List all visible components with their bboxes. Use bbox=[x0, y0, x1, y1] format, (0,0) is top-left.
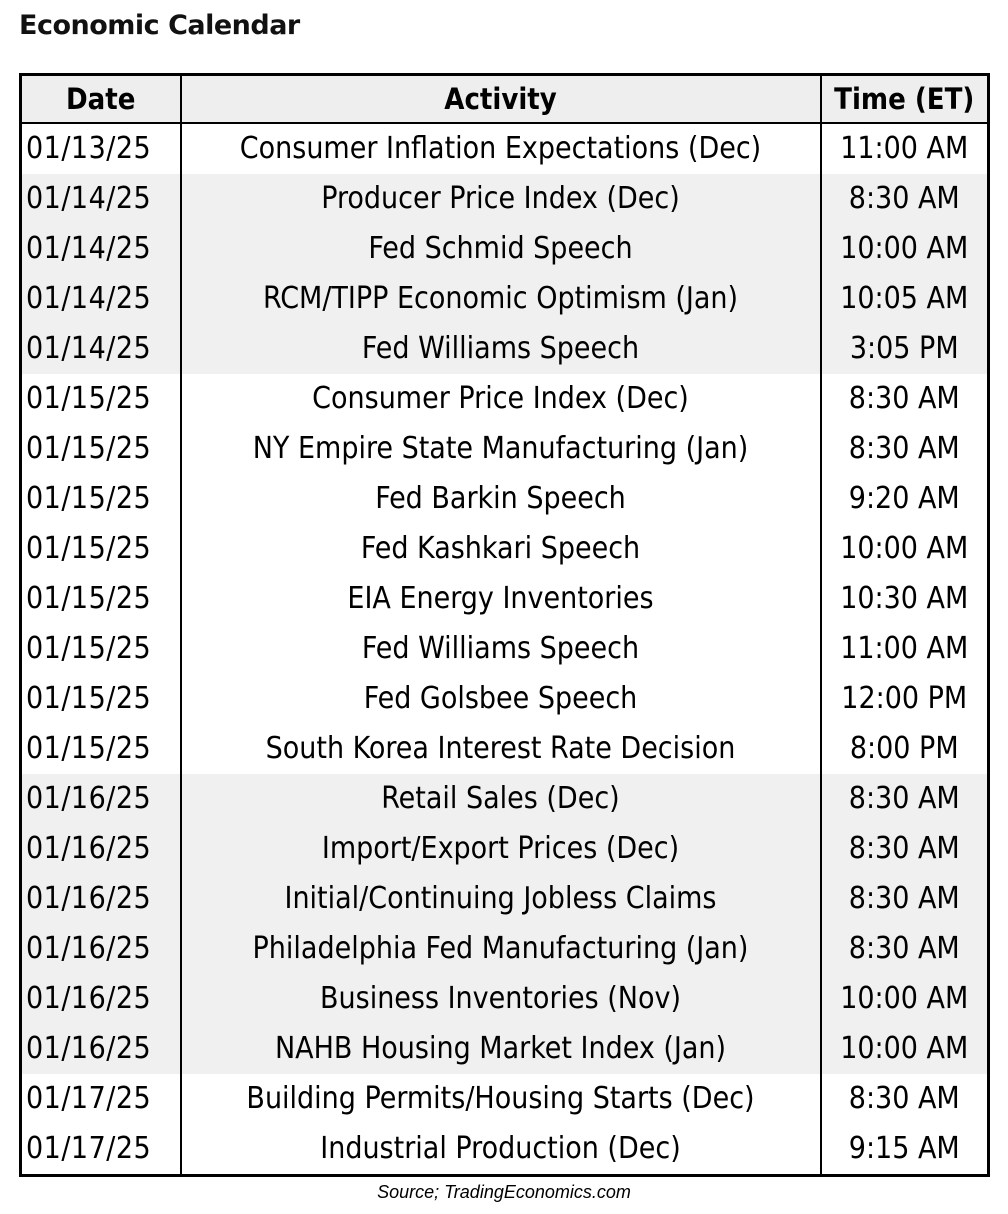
row-time: 8:30 AM bbox=[821, 874, 989, 924]
row-activity: RCM/TIPP Economic Optimism (Jan) bbox=[181, 274, 821, 324]
row-activity: South Korea Interest Rate Decision bbox=[181, 724, 821, 774]
row-activity: Consumer Price Index (Dec) bbox=[181, 374, 821, 424]
row-activity: NY Empire State Manufacturing (Jan) bbox=[181, 424, 821, 474]
table-row bbox=[21, 324, 989, 374]
row-activity: EIA Energy Inventories bbox=[181, 574, 821, 624]
table-row bbox=[21, 274, 989, 324]
table-row bbox=[21, 624, 989, 674]
row-time: 8:30 AM bbox=[821, 1074, 989, 1124]
row-date: 01/17/25 bbox=[21, 1074, 181, 1124]
row-date: 01/14/25 bbox=[21, 174, 181, 224]
row-date: 01/15/25 bbox=[21, 624, 181, 674]
row-date: 01/15/25 bbox=[21, 524, 181, 574]
row-time: 9:15 AM bbox=[821, 1124, 989, 1176]
header-time: Time (ET) bbox=[821, 75, 989, 124]
row-time: 11:00 AM bbox=[821, 624, 989, 674]
row-date: 01/14/25 bbox=[21, 324, 181, 374]
row-time: 10:30 AM bbox=[821, 574, 989, 624]
row-time: 8:30 AM bbox=[821, 424, 989, 474]
row-time: 11:00 AM bbox=[821, 123, 989, 174]
table-row bbox=[21, 874, 989, 924]
table-row bbox=[21, 123, 989, 174]
table-row bbox=[21, 774, 989, 824]
row-time: 10:05 AM bbox=[821, 274, 989, 324]
row-date: 01/17/25 bbox=[21, 1124, 181, 1176]
row-activity: Business Inventories (Nov) bbox=[181, 974, 821, 1024]
row-date: 01/15/25 bbox=[21, 374, 181, 424]
row-date: 01/13/25 bbox=[21, 123, 181, 174]
row-date: 01/15/25 bbox=[21, 474, 181, 524]
row-date: 01/15/25 bbox=[21, 424, 181, 474]
row-time: 10:00 AM bbox=[821, 974, 989, 1024]
row-activity: Philadelphia Fed Manufacturing (Jan) bbox=[181, 924, 821, 974]
row-time: 9:20 AM bbox=[821, 474, 989, 524]
row-activity: Initial/Continuing Jobless Claims bbox=[181, 874, 821, 924]
row-activity: Consumer Inflation Expectations (Dec) bbox=[181, 123, 821, 174]
row-date: 01/15/25 bbox=[21, 574, 181, 624]
table-row bbox=[21, 474, 989, 524]
row-activity: Fed Golsbee Speech bbox=[181, 674, 821, 724]
table-row bbox=[21, 574, 989, 624]
row-time: 10:00 AM bbox=[821, 224, 989, 274]
row-time: 3:05 PM bbox=[821, 324, 989, 374]
row-date: 01/16/25 bbox=[21, 774, 181, 824]
row-date: 01/16/25 bbox=[21, 974, 181, 1024]
row-activity: Fed Williams Speech bbox=[181, 624, 821, 674]
header-date: Date bbox=[21, 75, 181, 124]
row-time: 8:30 AM bbox=[821, 824, 989, 874]
table-row bbox=[21, 824, 989, 874]
row-time: 10:00 AM bbox=[821, 524, 989, 574]
page-title: Economic Calendar bbox=[19, 10, 300, 41]
row-time: 8:30 AM bbox=[821, 924, 989, 974]
row-date: 01/15/25 bbox=[21, 674, 181, 724]
row-activity: Building Permits/Housing Starts (Dec) bbox=[181, 1074, 821, 1124]
row-date: 01/16/25 bbox=[21, 824, 181, 874]
table-row bbox=[21, 1074, 989, 1124]
row-date: 01/16/25 bbox=[21, 1024, 181, 1074]
row-date: 01/15/25 bbox=[21, 724, 181, 774]
row-date: 01/16/25 bbox=[21, 924, 181, 974]
table-row bbox=[21, 224, 989, 274]
table-row bbox=[21, 374, 989, 424]
row-time: 8:30 AM bbox=[821, 174, 989, 224]
row-time: 12:00 PM bbox=[821, 674, 989, 724]
row-activity: Producer Price Index (Dec) bbox=[181, 174, 821, 224]
row-activity: Fed Kashkari Speech bbox=[181, 524, 821, 574]
row-activity: Import/Export Prices (Dec) bbox=[181, 824, 821, 874]
table-row bbox=[21, 424, 989, 474]
header-activity: Activity bbox=[181, 75, 821, 124]
table-row bbox=[21, 524, 989, 574]
table-row bbox=[21, 174, 989, 224]
table-row bbox=[21, 974, 989, 1024]
row-activity: Retail Sales (Dec) bbox=[181, 774, 821, 824]
row-date: 01/14/25 bbox=[21, 274, 181, 324]
source-note: Source; TradingEconomics.com bbox=[377, 1182, 631, 1202]
table-row bbox=[21, 1024, 989, 1074]
row-activity: NAHB Housing Market Index (Jan) bbox=[181, 1024, 821, 1074]
table-row bbox=[21, 1124, 989, 1176]
row-time: 8:30 AM bbox=[821, 774, 989, 824]
row-date: 01/14/25 bbox=[21, 224, 181, 274]
row-activity: Fed Barkin Speech bbox=[181, 474, 821, 524]
table-body bbox=[21, 123, 989, 1176]
row-time: 8:00 PM bbox=[821, 724, 989, 774]
table-header-row bbox=[21, 75, 989, 124]
economic-calendar-table bbox=[19, 73, 990, 1177]
table-row bbox=[21, 674, 989, 724]
table-row bbox=[21, 724, 989, 774]
row-date: 01/16/25 bbox=[21, 874, 181, 924]
row-time: 10:00 AM bbox=[821, 1024, 989, 1074]
row-activity: Fed Williams Speech bbox=[181, 324, 821, 374]
row-activity: Industrial Production (Dec) bbox=[181, 1124, 821, 1176]
row-activity: Fed Schmid Speech bbox=[181, 224, 821, 274]
row-time: 8:30 AM bbox=[821, 374, 989, 424]
table-row bbox=[21, 924, 989, 974]
